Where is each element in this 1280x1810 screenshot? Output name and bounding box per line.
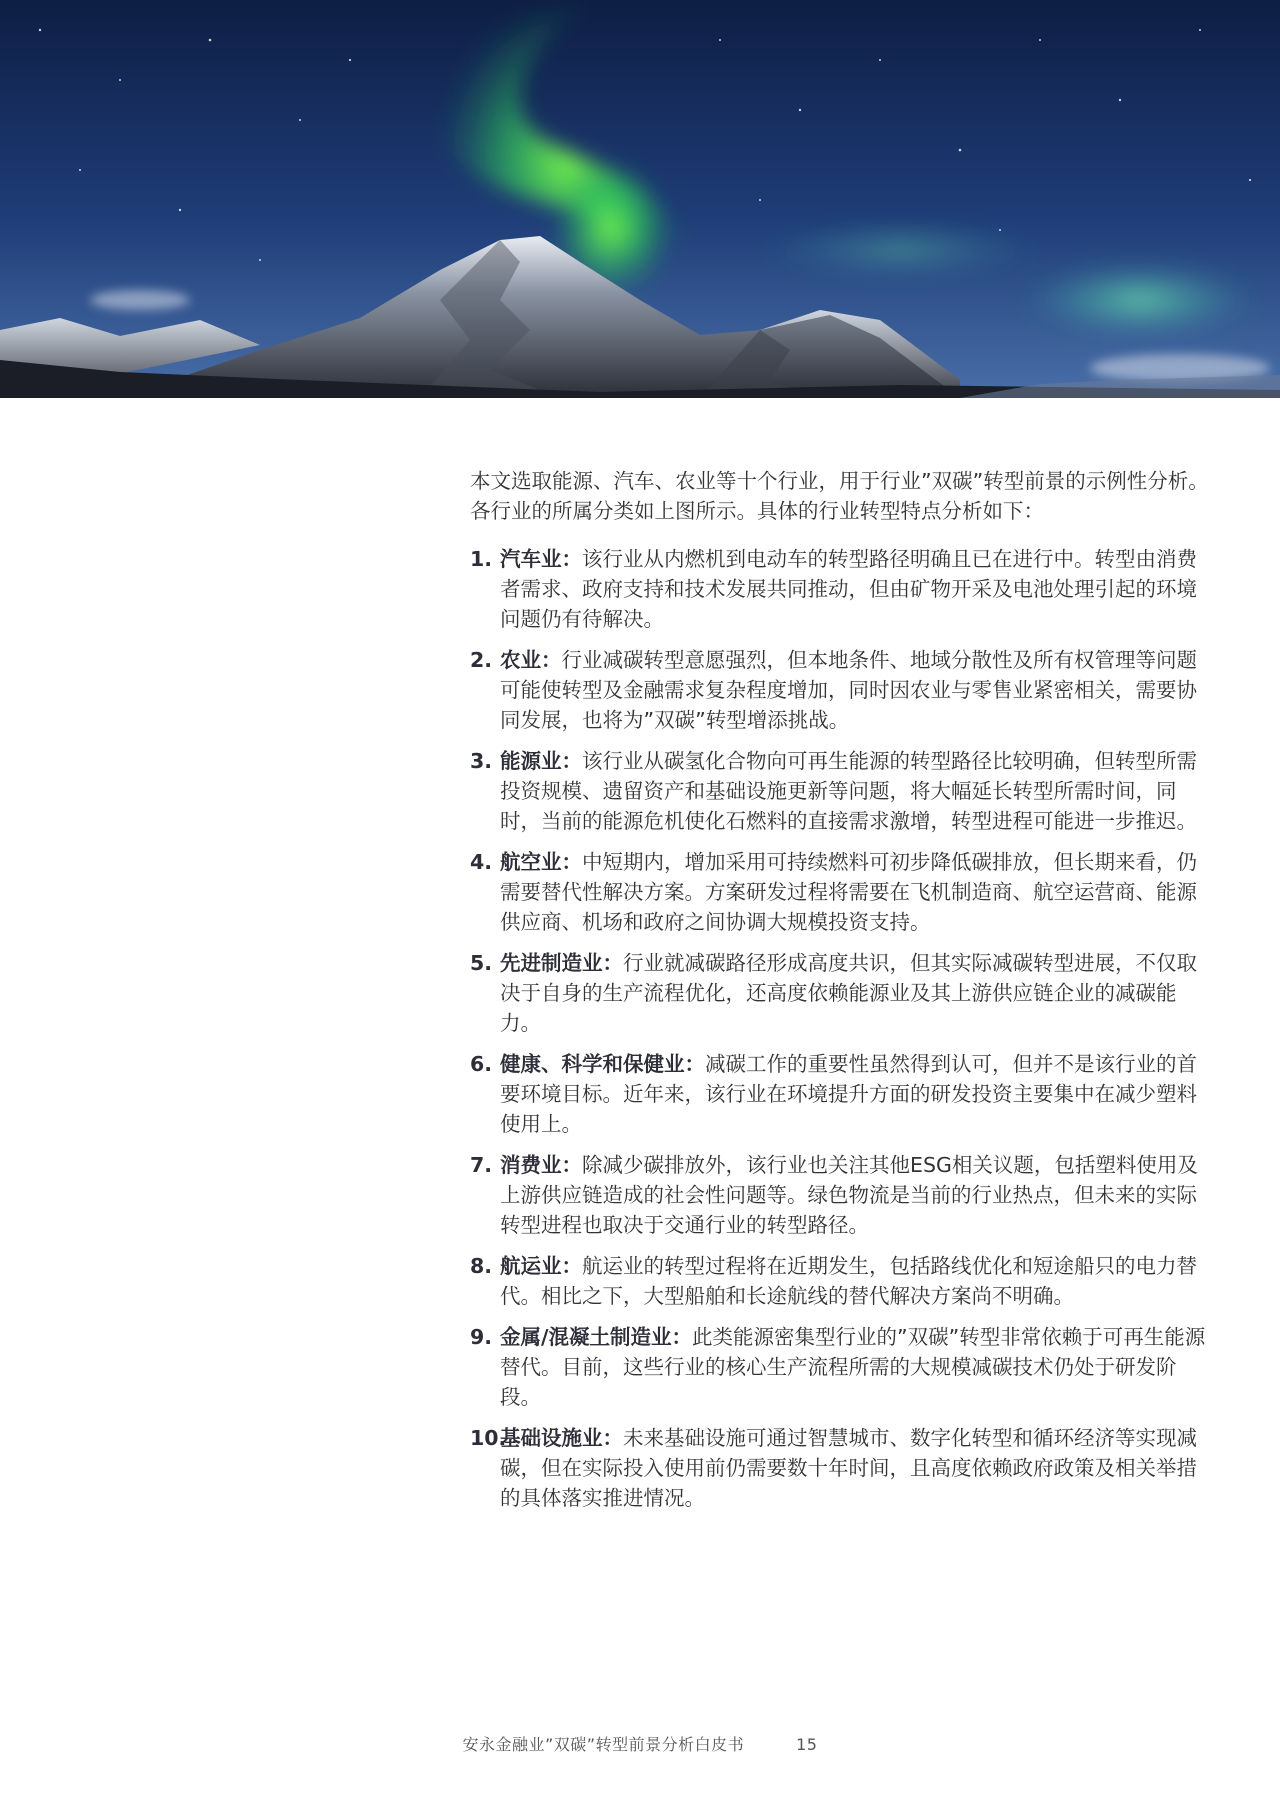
item-term: 汽车业： xyxy=(500,547,582,571)
item-text: 该行业从碳氢化合物向可再生能源的转型路径比较明确，但转型所需投资规模、遗留资产和基础设施更新等问题，将大幅延长转型所需时间，同时，当前的能源危机使化石燃料的直接需求激增，转型进程可能进一步推迟。 xyxy=(500,749,1197,833)
item-term: 基础设施业： xyxy=(500,1426,623,1450)
list-item xyxy=(470,544,1210,634)
list-item xyxy=(470,847,1210,937)
intro-paragraph: 本文选取能源、汽车、农业等十个行业，用于行业”双碳”转型前景的示例性分析。各行业的所属分类如上图所示。具体的行业转型特点分析如下： xyxy=(470,469,1209,523)
item-term: 航运业： xyxy=(500,1254,582,1278)
item-term: 先进制造业： xyxy=(500,951,623,975)
item-text: 中短期内，增加采用可持续燃料可初步降低碳排放，但长期来看，仍需要替代性解决方案。方案研发过程将需要在飞机制造商、航空运营商、能源供应商、机场和政府之间协调大规模投资支持。 xyxy=(500,850,1197,934)
industry-list xyxy=(470,544,1210,1513)
item-number: 4. xyxy=(470,850,493,874)
item-number: 10. xyxy=(470,1426,507,1450)
item-text: 未来基础设施可通过智慧城市、数字化转型和循环经济等实现减碳，但在实际投入使用前仍需要数十年时间，且高度依赖政府政策及相关举措的具体落实推进情况。 xyxy=(500,1426,1197,1510)
item-number: 1. xyxy=(470,547,493,571)
item-number: 7. xyxy=(470,1153,493,1177)
list-item xyxy=(470,746,1210,836)
list-item xyxy=(470,1322,1210,1412)
list-item xyxy=(470,1150,1210,1240)
item-text: 除减少碳排放外，该行业也关注其他ESG相关议题，包括塑料使用及上游供应链造成的社会性问题等。绿色物流是当前的行业热点，但未来的实际转型进程也取决于交通行业的转型路径。 xyxy=(500,1153,1198,1237)
page-number: 15 xyxy=(796,1735,818,1754)
item-number: 8. xyxy=(470,1254,493,1278)
item-term: 航空业： xyxy=(500,850,582,874)
item-number: 2. xyxy=(470,648,493,672)
item-text: 该行业从内燃机到电动车的转型路径明确且已在进行中。转型由消费者需求、政府支持和技术发展共同推动，但由矿物开采及电池处理引起的环境问题仍有待解决。 xyxy=(500,547,1197,631)
item-number: 6. xyxy=(470,1052,493,1076)
item-term: 健康、科学和保健业： xyxy=(500,1052,705,1076)
main-content xyxy=(470,466,1210,1524)
item-text: 行业减碳转型意愿强烈，但本地条件、地域分散性及所有权管理等问题可能使转型及金融需求复杂程度增加，同时因农业与零售业紧密相关，需要协同发展，也将为”双碳”转型增添挑战。 xyxy=(500,648,1197,732)
item-term: 消费业： xyxy=(500,1153,582,1177)
item-number: 5. xyxy=(470,951,493,975)
list-item xyxy=(470,948,1210,1038)
item-term: 农业： xyxy=(500,648,562,672)
item-number: 3. xyxy=(470,749,493,773)
item-text: 此类能源密集型行业的”双碳”转型非常依赖于可再生能源替代。目前，这些行业的核心生产流程所需的大规模减碳技术仍处于研发阶段。 xyxy=(500,1325,1206,1409)
item-term: 金属/混凝土制造业： xyxy=(500,1325,692,1349)
list-item xyxy=(470,1251,1210,1311)
list-item xyxy=(470,1049,1210,1139)
item-text: 行业就减碳路径形成高度共识，但其实际减碳转型进展，不仅取决于自身的生产流程优化，还高度依赖能源业及其上游供应链企业的减碳能力。 xyxy=(500,951,1197,1035)
list-item xyxy=(470,1423,1210,1513)
footer-title: 安永金融业”双碳”转型前景分析白皮书 xyxy=(462,1735,745,1754)
item-text: 航运业的转型过程将在近期发生，包括路线优化和短途船只的电力替代。相比之下，大型船舶和长途航线的替代解决方案尚不明确。 xyxy=(500,1254,1197,1308)
item-term: 能源业： xyxy=(500,749,582,773)
item-number: 9. xyxy=(470,1325,493,1349)
hero-image xyxy=(0,0,1280,398)
list-item xyxy=(470,645,1210,735)
item-text: 减碳工作的重要性虽然得到认可，但并不是该行业的首要环境目标。近年来，该行业在环境提升方面的研发投资主要集中在减少塑料使用上。 xyxy=(500,1052,1197,1136)
page-footer xyxy=(0,1732,1280,1755)
